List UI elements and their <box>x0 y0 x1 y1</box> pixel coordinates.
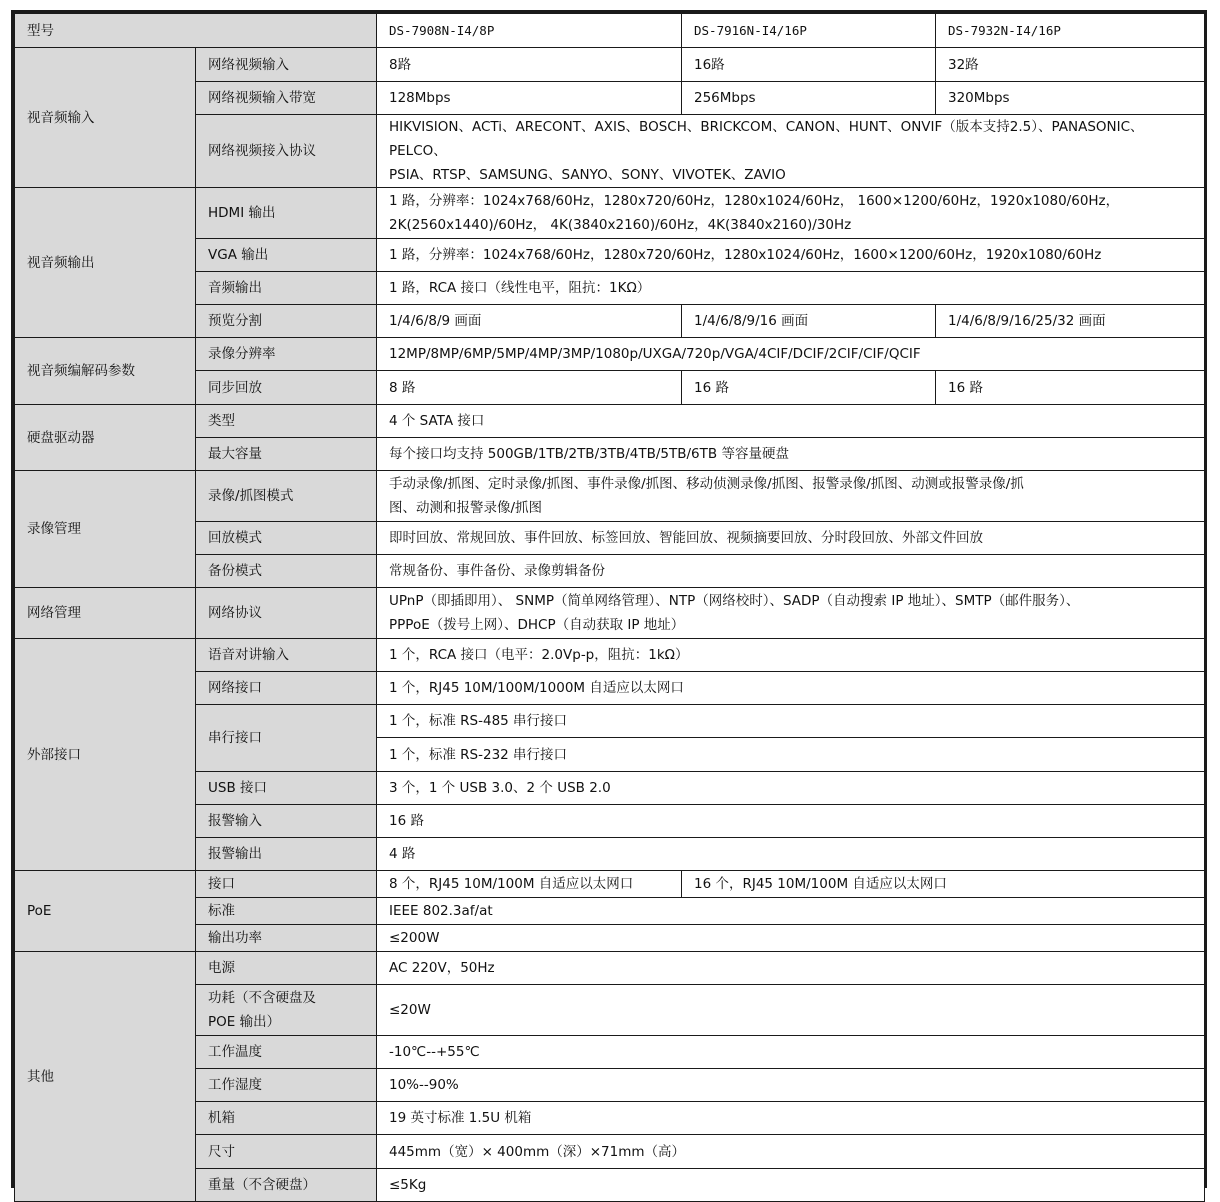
value-cell: 1 路，分辨率：1024x768/60Hz，1280x720/60Hz，1280x1024/60Hz，1600×1200/60Hz，1920x1080/60Hz <box>377 239 1205 272</box>
value-cell: 8 个，RJ45 10M/100M 自适应以太网口 <box>377 871 682 898</box>
value-cell: ≤200W <box>377 925 1205 952</box>
value-cell: 3 个，1 个 USB 3.0、2 个 USB 2.0 <box>377 772 1205 805</box>
field-label: 报警输出 <box>196 838 377 871</box>
value-cell: 16 路 <box>377 805 1205 838</box>
group-other: 其他 <box>15 952 196 1202</box>
value-line: 1 路，分辨率：1024x768/60Hz，1280x720/60Hz，1280x1024/60Hz， 1600×1200/60Hz，1920x1080/60Hz， <box>389 193 1120 209</box>
value-cell: ≤5Kg <box>377 1169 1205 1202</box>
field-label: 最大容量 <box>196 438 377 471</box>
value-cell: 256Mbps <box>682 82 936 115</box>
value-line: 手动录像/抓图、定时录像/抓图、事件录像/抓图、移动侦测录像/抓图、报警录像/抓图、动测或报警录像/抓 <box>389 476 1024 492</box>
field-label: 预览分割 <box>196 305 377 338</box>
field-label: 网络接口 <box>196 672 377 705</box>
value-cell: 320Mbps <box>936 82 1205 115</box>
field-label: 工作温度 <box>196 1036 377 1069</box>
group-disk: 硬盘驱动器 <box>15 405 196 471</box>
field-label: 接口 <box>196 871 377 898</box>
field-label: 串行接口 <box>196 705 377 772</box>
value-cell <box>377 188 1205 239</box>
value-cell: 1/4/6/8/9/16 画面 <box>682 305 936 338</box>
value-cell: 16 个，RJ45 10M/100M 自适应以太网口 <box>682 871 1205 898</box>
field-label: USB 接口 <box>196 772 377 805</box>
table-row <box>15 871 1205 898</box>
value-cell: -10℃--+55℃ <box>377 1036 1205 1069</box>
value-line: UPnP（即插即用）、 SNMP（简单网络管理）、NTP（网络校时）、SADP（自动搜索 IP 地址）、SMTP（邮件服务）、 <box>389 593 1080 609</box>
field-label-line: 功耗（不含硬盘及 <box>208 990 316 1006</box>
value-cell: 445mm（宽）× 400mm（深）×71mm（高） <box>377 1135 1205 1169</box>
value-cell: ≤20W <box>377 985 1205 1036</box>
value-line: 图、动测和报警录像/抓图 <box>389 500 543 516</box>
field-label: 报警输入 <box>196 805 377 838</box>
group-poe: PoE <box>15 871 196 952</box>
field-label: 音频输出 <box>196 272 377 305</box>
field-label: 输出功率 <box>196 925 377 952</box>
value-cell: 4 路 <box>377 838 1205 871</box>
field-label: 标准 <box>196 898 377 925</box>
field-label: 网络视频输入 <box>196 48 377 82</box>
value-cell: 16 路 <box>682 371 936 405</box>
value-line: HIKVISION、ACTi、ARECONT、AXIS、BOSCH、BRICKCOM、CANON、HUNT、ONVIF（版本支持2.5）、PANASONIC、PELCO、 <box>389 119 1144 159</box>
field-label: 电源 <box>196 952 377 985</box>
group-ext: 外部接口 <box>15 639 196 871</box>
value-cell <box>377 115 1205 188</box>
field-label: 尺寸 <box>196 1135 377 1169</box>
value-cell: IEEE 802.3af/at <box>377 898 1205 925</box>
field-label: 同步回放 <box>196 371 377 405</box>
header-label: 型号 <box>15 14 377 48</box>
table-row <box>15 188 1205 239</box>
value-cell: 即时回放、常规回放、事件回放、标签回放、智能回放、视频摘要回放、分时段回放、外部文件回放 <box>377 522 1205 555</box>
table-row <box>15 471 1205 522</box>
value-cell: 19 英寸标准 1.5U 机箱 <box>377 1102 1205 1135</box>
value-line: 2K(2560x1440)/60Hz， 4K(3840x2160)/60Hz，4K(3840x2160)/30Hz <box>389 217 852 233</box>
field-label <box>196 985 377 1036</box>
value-cell: AC 220V，50Hz <box>377 952 1205 985</box>
value-cell: 1 个，RJ45 10M/100M/1000M 自适应以太网口 <box>377 672 1205 705</box>
field-label: 录像分辨率 <box>196 338 377 371</box>
value-cell: 1 个，标准 RS-232 串行接口 <box>377 738 1205 772</box>
model-1: DS-7908N-I4/8P <box>377 14 682 48</box>
value-cell: 8路 <box>377 48 682 82</box>
field-label: 网络视频接入协议 <box>196 115 377 188</box>
value-cell: 10%--90% <box>377 1069 1205 1102</box>
table-row <box>15 639 1205 672</box>
group-network: 网络管理 <box>15 588 196 639</box>
value-cell: 每个接口均支持 500GB/1TB/2TB/3TB/4TB/5TB/6TB 等容量硬盘 <box>377 438 1205 471</box>
group-av-input: 视音频输入 <box>15 48 196 188</box>
value-cell: 常规备份、事件备份、录像剪辑备份 <box>377 555 1205 588</box>
value-line: PPPoE（拨号上网）、DHCP（自动获取 IP 地址） <box>389 617 685 633</box>
value-cell: 32路 <box>936 48 1205 82</box>
field-label: HDMI 输出 <box>196 188 377 239</box>
value-cell: 12MP/8MP/6MP/5MP/4MP/3MP/1080p/UXGA/720p/VGA/4CIF/DCIF/2CIF/CIF/QCIF <box>377 338 1205 371</box>
field-label: 回放模式 <box>196 522 377 555</box>
field-label: 录像/抓图模式 <box>196 471 377 522</box>
group-codec: 视音频编解码参数 <box>15 338 196 405</box>
spec-table <box>14 13 1205 1202</box>
table-row <box>15 338 1205 371</box>
model-2: DS-7916N-I4/16P <box>682 14 936 48</box>
value-cell: 4 个 SATA 接口 <box>377 405 1205 438</box>
field-label: 机箱 <box>196 1102 377 1135</box>
value-cell: 128Mbps <box>377 82 682 115</box>
field-label: 网络视频输入带宽 <box>196 82 377 115</box>
value-cell: 1 个，标准 RS-485 串行接口 <box>377 705 1205 738</box>
table-row <box>15 405 1205 438</box>
value-cell: 1/4/6/8/9/16/25/32 画面 <box>936 305 1205 338</box>
field-label: 备份模式 <box>196 555 377 588</box>
field-label: 工作湿度 <box>196 1069 377 1102</box>
value-cell <box>377 471 1205 522</box>
field-label: 网络协议 <box>196 588 377 639</box>
value-cell: 1 路，RCA 接口（线性电平，阻抗：1KΩ） <box>377 272 1205 305</box>
header-row <box>15 14 1205 48</box>
field-label-line: POE 输出） <box>208 1014 281 1030</box>
spec-table-frame <box>11 10 1207 1193</box>
table-row <box>15 952 1205 985</box>
field-label: 重量（不含硬盘） <box>196 1169 377 1202</box>
value-cell: 1/4/6/8/9 画面 <box>377 305 682 338</box>
value-cell: 16 路 <box>936 371 1205 405</box>
field-label: 语音对讲输入 <box>196 639 377 672</box>
field-label: 类型 <box>196 405 377 438</box>
value-cell: 1 个，RCA 接口（电平：2.0Vp-p，阻抗：1kΩ） <box>377 639 1205 672</box>
field-label: VGA 输出 <box>196 239 377 272</box>
table-row <box>15 48 1205 82</box>
value-line: PSIA、RTSP、SAMSUNG、SANYO、SONY、VIVOTEK、ZAVIO <box>389 167 786 183</box>
table-row <box>15 588 1205 639</box>
group-av-output: 视音频输出 <box>15 188 196 338</box>
value-cell <box>377 588 1205 639</box>
value-cell: 16路 <box>682 48 936 82</box>
value-cell: 8 路 <box>377 371 682 405</box>
group-record: 录像管理 <box>15 471 196 588</box>
model-3: DS-7932N-I4/16P <box>936 14 1205 48</box>
